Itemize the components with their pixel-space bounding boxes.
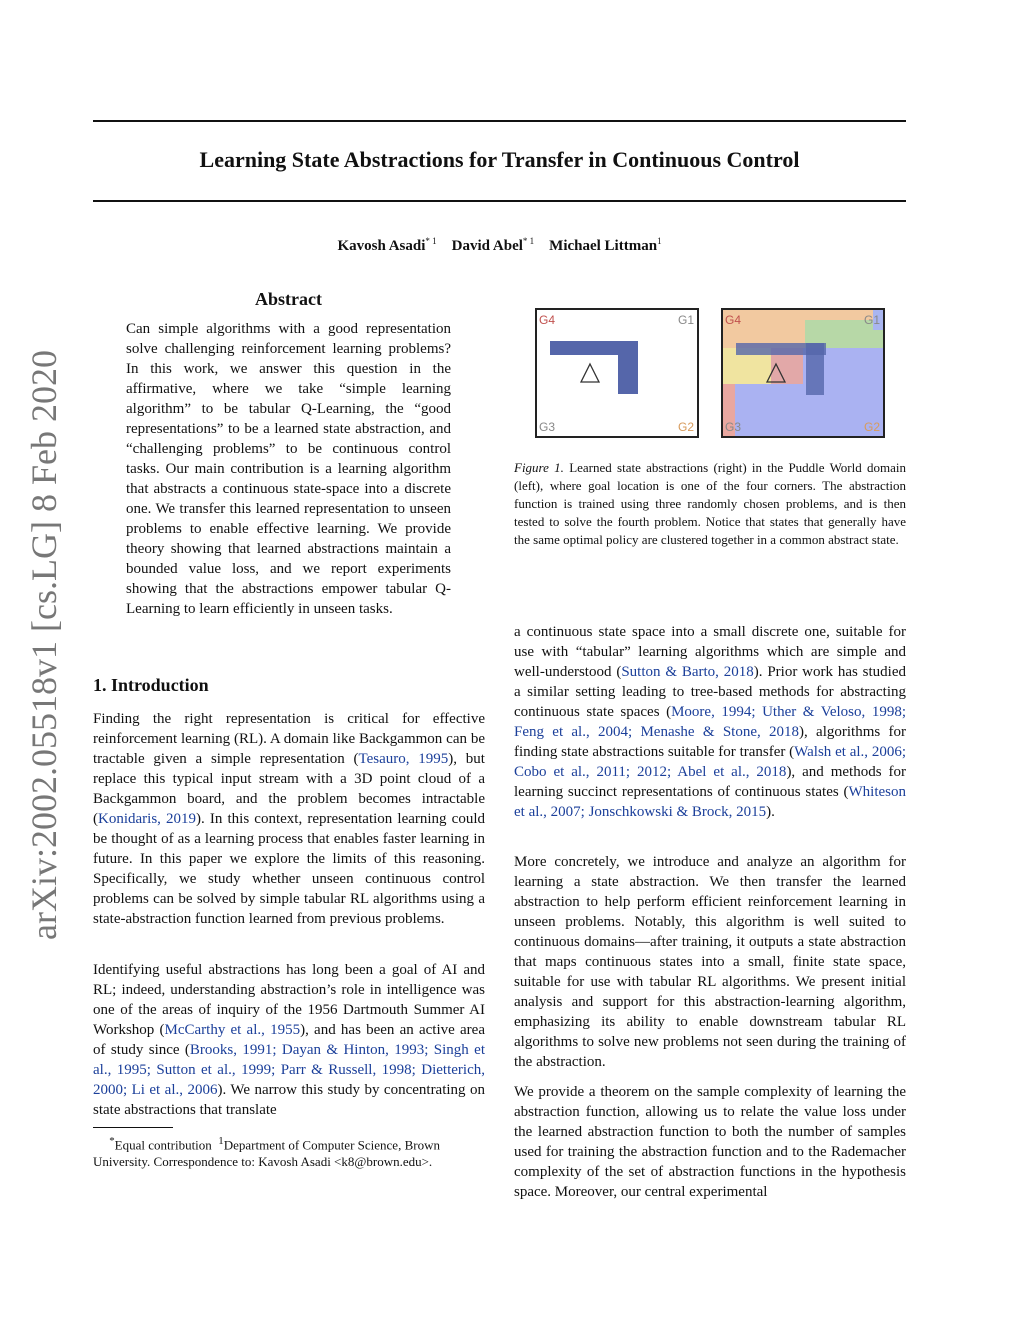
intro-paragraph-2: Identifying useful abstractions has long been a goal of AI and RL; indeed, understanding abstraction’s role in intelligence was one of the areas of inquiry of the 1956 Dartmouth Summer AI Workshop (McCarthy et al., 1955), and has been an active area of study since (Brooks, 1991; Dayan & Hinton, 1993; Singh et al., 1995; Sutton et al., 1999; Parr & Russell, 1998; Dietterich, 2000; Li et al., 2006). We narrow this study by concentrating on state abstractions that translate xyxy=(93,962,486,1118)
author-3-mark: 1 xyxy=(657,236,662,246)
abstract-text: Can simple algorithms with a good representation solve challenging reinforcement learning problems? In this work, we answer this question in the affirmative, where we take “simple learning algorithm” to be tabular Q-Learning, the “good representations” to be a learned state abstraction, and “challenging problems” to be continuous control tasks. Our main contribution is a learning algorithm that abstracts a continuous state-space into a discrete one. We transfer this learned representation to unseen problems to enable effective learning. We provide theory showing that learned abstractions maintain a bounded value loss, and we report experiments showing that the abstractions empower tabular Q-Learning to learn efficiently in unseen tasks. xyxy=(126,321,451,617)
citation-link[interactable]: Brooks, 1991; Dayan & Hinton, 1993; Singh et al., 1995; Sutton et al., 1999; Parr & Russell, 1998; Dietterich, 2000; Li et al., 2006 xyxy=(93,1042,485,1098)
citation-link[interactable]: Whiteson et al., 2007; Jonschkowski & Brock, 2015 xyxy=(514,784,906,820)
goal-label-g3: G3 xyxy=(539,420,556,434)
citation-link[interactable]: Moore, 1994; Uther & Veloso, 1998; Feng et al., 2004; Menashe & Stone, 2018 xyxy=(514,704,906,740)
title-bottom-rule xyxy=(93,200,906,202)
right-paragraph-1: a continuous state space into a small discrete one, suitable for use with “tabular” learning algorithms which are simple and well-understood (Sutton & Barto, 2018). Prior work has studied a similar setting leading to tree-based methods for abstracting continuous state spaces (Moore, 1994; Uther & Veloso, 1998; Feng et al., 2004; Menashe & Stone, 2018), algorithms for finding state abstractions suitable for transfer (Walsh et al., 2006; Cobo et al., 2011; 2012; Abel et al., 2018), and methods for learning succinct representations of continuous states (Whiteson et al., 2007; Jonschkowski & Brock, 2015). xyxy=(514,624,906,820)
citation-link[interactable]: Sutton & Barto, 2018 xyxy=(621,664,754,680)
puddle-vertical-overlay xyxy=(806,343,824,395)
goal-label-g3: G3 xyxy=(725,420,742,434)
intro-paragraph-1: Finding the right representation is critical for effective reinforcement learning (RL). A domain like Backgammon can be tractable given a simple representation (Tesauro, 1995), but replace this typical input stream with a 3D point cloud of a Backgammon board, and the problem becomes intractable (Konidaris, 2019). In this context, representation learning could be thought of as a learning process that enables faster learning in future. In this paper we explore the limits of this reasoning. Specifically, we study whether unseen continuous control problems can be solved by simple tabular RL algorithms using a state-abstraction function learned from previous problems. xyxy=(93,711,485,927)
paper-title: Learning State Abstractions for Transfer in Continuous Control xyxy=(199,147,800,172)
author-1-mark: * 1 xyxy=(425,236,437,246)
citation-link[interactable]: Tesauro, 1995 xyxy=(358,751,449,767)
title-top-rule xyxy=(93,120,906,122)
right-paragraph-2: More concretely, we introduce and analyze an algorithm for learning a state abstraction. We then transfer the learned abstraction to help perform efficient reinforcement learning in unseen problems. Notably, this algorithm is well suited to continuous domains—after training, it outputs a state abstraction that maps continuous states into a small, finite state space, suitable for use with tabular RL algorithms. We present initial analysis and support for this abstraction-learning algorithm, emphasizing its ability to enable downstream tabular RL algorithms to solve new problems not seen during the training of the abstraction. xyxy=(514,854,906,1070)
author-2: David Abel xyxy=(451,238,523,254)
goal-label-g4: G4 xyxy=(725,313,742,327)
goal-label-g2: G2 xyxy=(863,420,880,434)
puddle-vertical xyxy=(618,341,638,394)
goal-label-g1: G1 xyxy=(677,313,694,327)
author-3: Michael Littman xyxy=(549,238,658,254)
footnote-rule xyxy=(93,1127,173,1128)
arxiv-id: arXiv:2002.05518v1 [cs.LG] 8 Feb 2020 xyxy=(24,350,64,940)
goal-label-g4: G4 xyxy=(539,313,556,327)
citation-link[interactable]: Konidaris, 2019 xyxy=(98,811,197,827)
goal-label-g1: G1 xyxy=(863,313,880,327)
author-list xyxy=(93,236,906,255)
figure-caption: Figure 1. Learned state abstractions (right) in the Puddle World domain (left), where goal location is one of the four corners. The abstraction function is trained using three randomly chosen problems, and is then tested to solve the fourth problem. Notice that states that generally have the same optimal policy are clustered together in a common abstract state. xyxy=(514,460,907,547)
caption-label: Figure 1. xyxy=(514,460,564,475)
footnote: *Equal contribution $^1$Department of Computer Science, Brown University. Correspondence to: Kavosh Asadi <k8@brown.edu>. xyxy=(93,1135,440,1170)
citation-link[interactable]: Walsh et al., 2006; Cobo et al., 2011; 2012; Abel et al., 2018 xyxy=(514,744,906,780)
citation-link[interactable]: McCarthy et al., 1955 xyxy=(164,1022,301,1038)
agent-triangle-icon xyxy=(765,362,787,384)
right-paragraph-3: We provide a theorem on the sample complexity of learning the abstraction function, allowing us to relate the value loss under the learned abstraction function to both the number of samples used for training the abstraction function and to the Rademacher complexity of the set of abstraction functions in the hypothesis space. Moreover, our central experimental xyxy=(514,1084,906,1200)
author-1: Kavosh Asadi xyxy=(337,238,426,254)
author-2-mark: * 1 xyxy=(522,236,535,246)
abstraction-figure xyxy=(721,308,885,438)
goal-label-g2: G2 xyxy=(677,420,694,434)
section-heading-introduction: 1. Introduction xyxy=(93,675,209,695)
puddle-world-figure xyxy=(535,308,699,438)
abstract-heading: Abstract xyxy=(255,289,322,309)
agent-triangle-icon xyxy=(579,362,601,384)
